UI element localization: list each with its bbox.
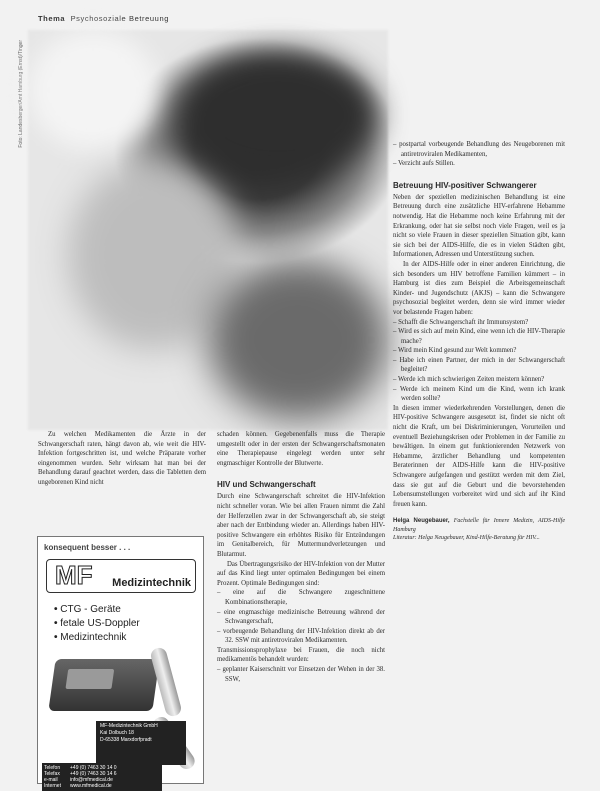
ad-contact: Telefon +49 (0) 7463 30 14 0 Telefax +49 (0) 7463 30 14 6 e-mail info@mfmedical.de Internet www.mfmedical.de [42,763,162,791]
list-item: – Werde ich mich schwierigen Zeiten meistern können? [393,375,565,385]
list-item: – Wird es sich auf mein Kind, eine wenn ich die HIV-Therapie mache? [393,327,565,346]
questions-list [393,318,565,404]
column-1 [38,430,206,488]
article-photo [28,30,388,430]
photo-credit: Foto: Landesberger/Amt Hamburg (Ernst)/Tinger [18,40,24,148]
author-block [393,517,565,543]
list-item: – Habe ich einen Partner, der mich in der Schwangerschaft begleitet? [393,356,565,375]
list-item: – Wird mein Kind gesund zur Welt kommen? [393,346,565,356]
ad-address: MF-Medizintechnik GmbH Kai Dolbuch 18 D-65338 Marxdorfpradt [96,721,186,765]
author-name: Helga Neugebauer, [393,518,450,525]
paragraph: Durch eine Schwangerschaft schreitet die HIV-Infektion nicht schneller voran. Wie bei allen Frauen nimmt die Zahl der Helferzellen zwar in der Schwangerschaft ab, sie steigt aber nach der Entbindung wieder an. Allerdings haben HIV-positive Schwangere ein erhöhtes Risiko für Entzündungen im Genitalbereich, für Muttermundverletzungen und Blutarmut. [217,493,385,558]
ad-logo [46,559,196,593]
ad-product-list [54,603,140,645]
paragraph: Neben der speziellen medizinischen Behandlung ist eine Betreuung durch eine zusätzliche HIV-erfahrene Hebamme notwendig. Hat die Hebamme noch keine Erfahrung mit der Erkrankung, oder hat sie selbst noch viele Fragen, weil es ja nicht so viele Frauen in dieser speziellen Situation gibt, kann sie sich bei der AIDS-Hilfe, die es in vielen Städten gibt, Informationen, Adressen und Unterstützung suchen. [393,193,565,259]
list-item: – postpartal vorbeugende Behandlung des Neugeborenen mit antiretroviralen Medikamenten, [393,140,565,159]
list-item: – geplanter Kaiserschnitt vor Einsetzen der Wehen in der 38. SSW, [217,665,385,684]
list-item: – Werde ich meinem Kind um die Kind, wenn ich krank werden sollte? [393,385,565,404]
list-item: – eine engmaschige medizinische Betreuung während der Schwangerschaft, [217,608,385,627]
prophylaxis-list [217,665,385,684]
paragraph: Das Übertragungsrisiko der HIV-Infektion von der Mutter auf das Kind liegt unter optimalen Bedingungen bei einem Prozent. Optimale Bedingungen sind: [217,560,385,587]
list-item: – eine auf die Schwangere zugeschnittene Kombinationstherapie, [217,588,385,607]
paragraph: Transmissionsprophylaxe bei Frauen, die noch nicht medikamentös behandelt wurden: [217,646,385,664]
section-label: Thema [38,14,66,23]
author-source: Literatur: Helga Neugebauer, Kind-Hilfe-Beratung für HIV... [393,535,540,542]
ad-logo-mf: MF [55,560,93,590]
ad-product-item: • fetale US-Doppler [54,617,140,631]
author-role: Fachstelle für Innere Medizin, AIDS-Hilfe Hamburg [393,518,565,533]
page-header [38,14,169,23]
list-item: – vorbeugende Behandlung der HIV-Infektion direkt ab der 32. SSW mit antiretroviralen Medikamenten. [217,627,385,646]
ctg-device-image [48,659,159,711]
section-heading: HIV und Schwangerschaft [217,480,316,490]
ad-logo-text: Medizintechnik [112,577,191,589]
paragraph: In der AIDS-Hilfe oder in einer anderen Einrichtung, die sich besonders um HIV betroffene Familien kümmert – in Hamburg ist dies zum Beispiel die Arbeitsgemeinschaft Kinder- und Jugendschutz (AKJS) – kann die Schwangere psychosozial begleitet werden, denn sie wird immer wieder vor belastende Fragen haben: [393,260,565,316]
list-item: – Verzicht aufs Stillen. [393,159,565,169]
paragraph: Zu welchen Medikamenten die Ärzte in der Schwangerschaft raten, hängt davon ab, wie weit die HIV-Infektion fortgeschritten ist, und welche Präparate vorher eingenommen wurden. Sehr wirksam hat man bei der Behandlung darauf geachtet werden, dass die Tabletten dem ungeborenen Kind nicht [38,431,206,486]
column-3 [393,140,565,543]
advertisement [37,536,204,789]
paragraph: In diesen immer wiederkehrenden Vorstellungen, denen die HIV-positive Schwangere ausgesetzt ist, findet sie nicht oft nicht die Kraft, um bei Diskriminierungen, Vorurteilen und eventuell Beziehungskrisen oder Problemen in der Familie zu bewältigen. In einem gut funktionierenden Netzwerk von Hebamme, ärztlicher Behandlung und kompetenten Beraterinnen der AIDS-Hilfe kann die HIV-positive Schwangere aufgefangen und gestützt werden mit dem Ziel, dass sie gut auf die Geburt und die bevorstehenden Lebensumstellungen vorbereitet wird und sich auf ihr Kind freuen kann. [393,404,565,508]
section-subtitle: Psychosoziale Betreuung [70,14,169,23]
conditions-list [217,588,385,646]
ad-product-item: • Medizintechnik [54,631,140,645]
prophylaxis-list-continued [393,140,565,169]
list-item: – Schafft die Schwangerschaft ihr Immunsystem? [393,318,565,328]
ad-product-item: • CTG - Geräte [54,603,140,617]
section-heading: Betreuung HIV-positiver Schwangerer [393,180,537,190]
column-2 [217,430,385,684]
ad-slogan: konsequent besser . . . [44,543,131,552]
paragraph: schaden können. Gegebenenfalls muss die Therapie umgestellt oder in der ersten der Schwangerschaftsmonaten eine Therapiepause eingelegt werden unter sehr engmaschiger Kontrolle der Blutwerte. [217,431,385,467]
